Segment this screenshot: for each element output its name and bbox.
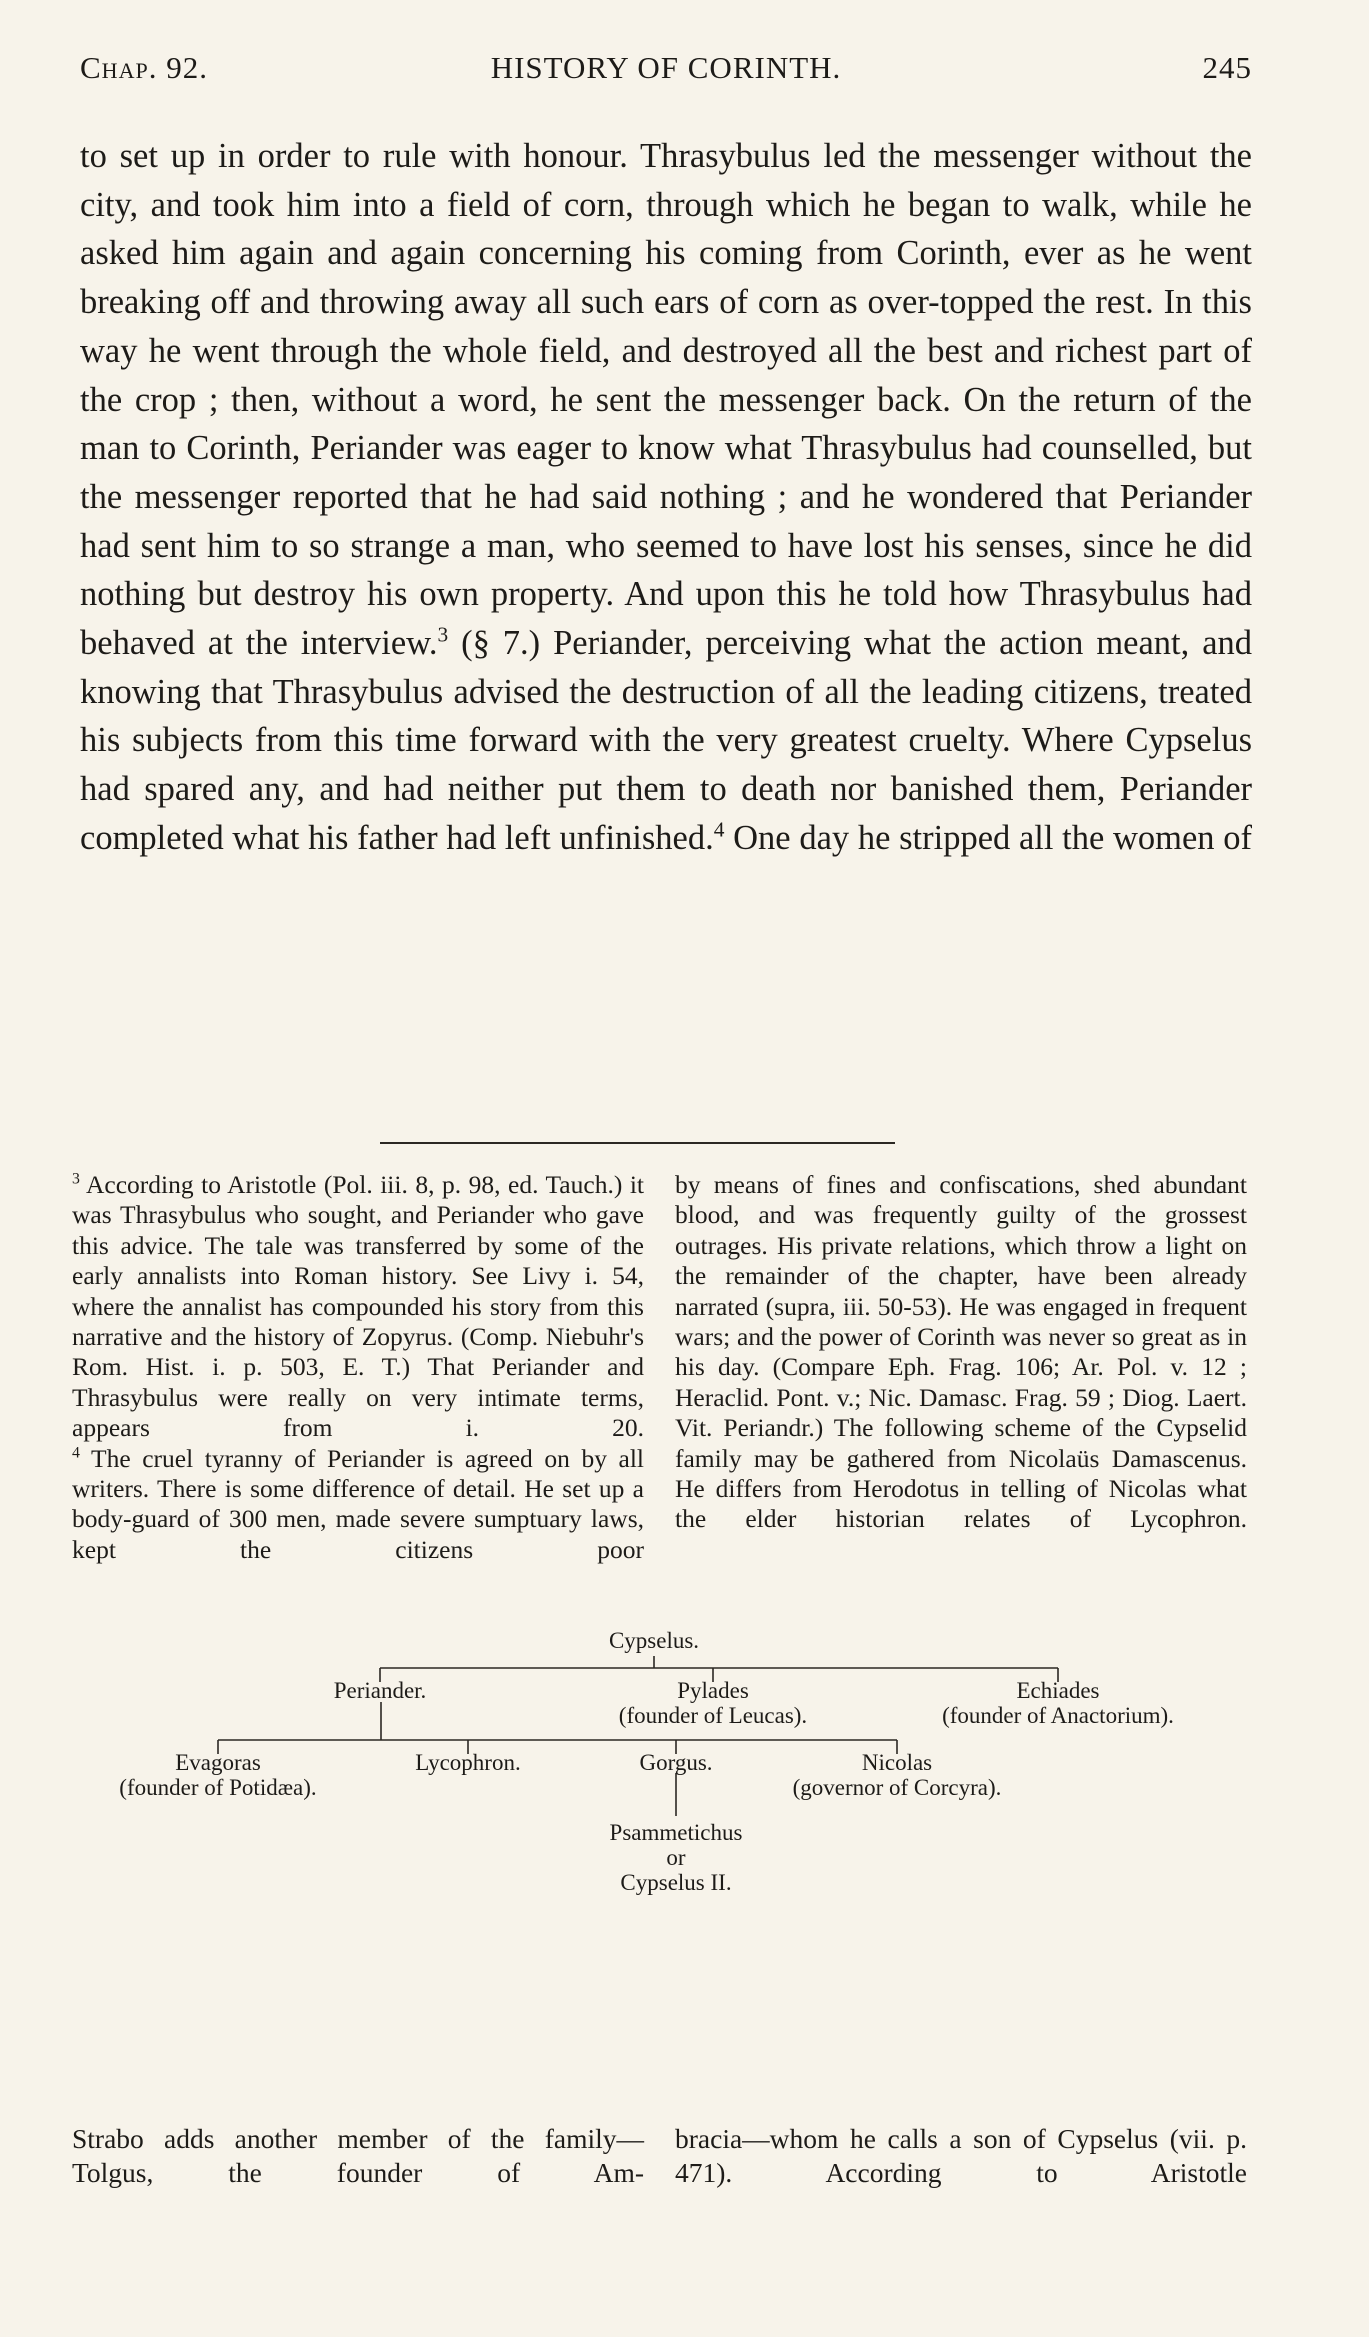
footnotes-left-column — [72, 1170, 644, 1565]
continuation-right-column: bracia—whom he calls a son of Cypselus (vii. p. 471). According to Aristotle — [675, 2123, 1247, 2188]
tree-note: (founder of Leucas). — [618, 1703, 808, 1728]
main-text-part-1: to set up in order to rule with honour. Thrasybulus led the messenger without the city, and took him into a field of corn, through which he began to walk, while he asked him again and again concerning his coming from Corinth, ever as he went breaking off and throwing away all such ears of corn as over-topped the rest. In this way he went through the whole field, and destroyed all the best and richest part of the crop ; then, without a word, he sent the messenger back. On the return of the man to Corinth, Periander was eager to know what Thrasybulus had counselled, but the messenger reported that he had said nothing ; and he wondered that Periander had sent him to so strange a man, who seemed to have lost his senses, since he did nothing but destroy his own property. And upon this he told how Thrasybulus had behaved at the interview. — [80, 137, 1252, 663]
tree-note: (founder of Potidæa). — [119, 1775, 317, 1800]
tree-node-periander — [300, 1678, 460, 1703]
page-number: 245 — [1202, 50, 1252, 85]
running-title: HISTORY OF CORINTH. — [490, 50, 842, 85]
tree-name: Echiades — [1016, 1678, 1100, 1703]
footnotes-right-column: by means of fines and confiscations, shed abundant blood, and was frequently guilty of the grossest outrages. His private relations, which throw a light on the remainder of the chapter, have been already narrated (supra, iii. 50-53). He was engaged in frequent wars; and the power of Corinth was never so great as in his day. (Compare Eph. Frag. 106; Ar. Pol. v. 12 ; Heraclid. Pont. v.; Nic. Damasc. Frag. 59 ; Diog. Laert. Vit. Periandr.) The following scheme of the Cypselid family may be gathered from Nicolaüs Damascenus. He differs from Herodotus in telling of Nicolas what the elder historian relates of Lycophron. — [675, 1170, 1247, 1534]
footnotes — [72, 1170, 1252, 1610]
tree-name: Evagoras — [175, 1750, 261, 1775]
tree-name: Pylades — [677, 1678, 749, 1703]
continuation-text — [72, 2122, 1252, 2212]
tree-node-gorgus — [611, 1750, 741, 1775]
footnote-4-text: The cruel tyranny of Periander is agreed on by all writers. There is some difference of detail. He set up a body-guard of 300 men, made severe sumptuary laws, kept the citizens poor — [72, 1443, 644, 1564]
footnote-3-text: According to Aristotle (Pol. iii. 8, p. 98, ed. Tauch.) it was Thrasybulus who sought, and Periander who gave this advice. The tale was transferred by some of the early annalists into Roman history. See Livy i. 54, where the annalist has compounded his story from this narrative and the history of Zopyrus. (Comp. Niebuhr's Rom. Hist. i. p. 503, E. T.) That Periander and Thrasybulus were really on very intimate terms, appears from i. 20. — [72, 1170, 644, 1443]
tree-name: Periander. — [333, 1678, 427, 1703]
tree-node-pylades — [573, 1678, 853, 1728]
footnote-4-marker: 4 — [72, 1444, 80, 1462]
main-text-part-3: One day he stripped all the women of — [724, 818, 1253, 857]
tree-note: (founder of Anactorium). — [942, 1703, 1174, 1728]
tree-name-or: or — [666, 1845, 686, 1870]
tree-node-evagoras — [88, 1750, 348, 1800]
main-paragraph — [80, 132, 1252, 863]
tree-name: Cypselus. — [608, 1628, 700, 1653]
footnote-3-marker: 3 — [72, 1170, 80, 1188]
footnote-divider — [380, 1142, 895, 1144]
tree-note: (governor of Corcyra). — [792, 1775, 1002, 1800]
tree-name: Gorgus. — [639, 1750, 713, 1775]
cypselid-family-tree — [0, 1628, 1369, 2108]
tree-node-psammetichus — [566, 1820, 786, 1895]
running-header — [80, 50, 1252, 94]
tree-node-echiades — [898, 1678, 1218, 1728]
continuation-left-column: Strabo adds another member of the family—Tolgus, the founder of Am- — [72, 2123, 644, 2188]
chapter-label: Chap. 92. — [80, 50, 208, 85]
tree-name: Nicolas — [861, 1750, 933, 1775]
tree-name-alt: Cypselus II. — [620, 1870, 732, 1895]
tree-name: Lycophron. — [415, 1750, 521, 1775]
tree-node-nicolas — [757, 1750, 1037, 1800]
tree-node-lycophron — [388, 1750, 548, 1775]
footnote-ref-3: 3 — [437, 622, 449, 647]
main-text-part-2: (§ 7.) Periander, perceiving what the action meant, and knowing that Thrasybulus advised the destruction of all the leading citizens, treated his subjects from this time forward with the very greatest cruelty. Where Cypselus had spared any, and had neither put them to death nor banished them, Periander completed what his father had left unfinished. — [80, 624, 1253, 857]
footnote-ref-4: 4 — [713, 817, 725, 842]
tree-name: Psammetichus — [609, 1820, 743, 1845]
tree-node-cypselus — [604, 1628, 704, 1653]
